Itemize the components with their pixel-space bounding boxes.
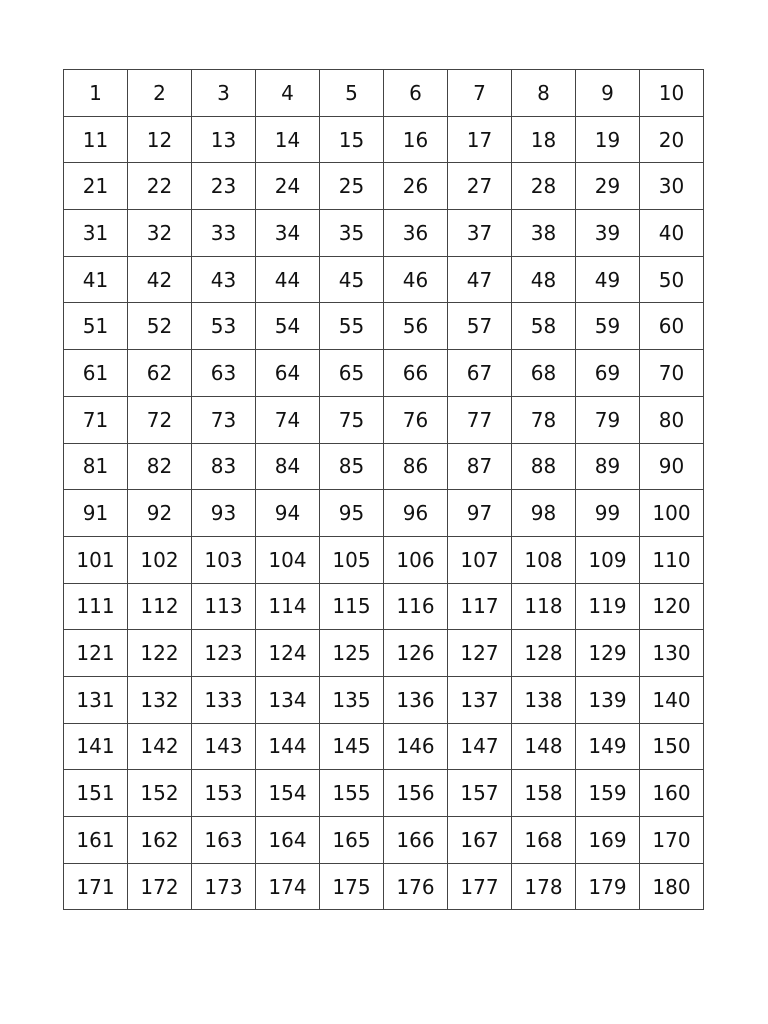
- grid-row: [64, 163, 704, 210]
- grid-cell: 74: [256, 396, 320, 443]
- grid-cell: 154: [256, 770, 320, 817]
- grid-cell: 115: [320, 583, 384, 630]
- grid-cell: 2: [128, 70, 192, 117]
- grid-cell: 41: [64, 256, 128, 303]
- grid-cell: 142: [128, 723, 192, 770]
- grid-cell: 42: [128, 256, 192, 303]
- grid-cell: 122: [128, 630, 192, 677]
- grid-cell: 110: [640, 536, 704, 583]
- grid-cell: 107: [448, 536, 512, 583]
- grid-row: [64, 396, 704, 443]
- grid-row: [64, 443, 704, 490]
- grid-cell: 112: [128, 583, 192, 630]
- grid-cell: 62: [128, 350, 192, 397]
- grid-cell: 72: [128, 396, 192, 443]
- grid-cell: 27: [448, 163, 512, 210]
- grid-cell: 96: [384, 490, 448, 537]
- grid-cell: 152: [128, 770, 192, 817]
- grid-cell: 98: [512, 490, 576, 537]
- grid-cell: 169: [576, 817, 640, 864]
- grid-cell: 168: [512, 817, 576, 864]
- grid-row: [64, 676, 704, 723]
- grid-cell: 71: [64, 396, 128, 443]
- grid-row: [64, 770, 704, 817]
- grid-cell: 16: [384, 116, 448, 163]
- grid-cell: 99: [576, 490, 640, 537]
- grid-row: [64, 210, 704, 257]
- grid-cell: 38: [512, 210, 576, 257]
- grid-cell: 34: [256, 210, 320, 257]
- grid-cell: 1: [64, 70, 128, 117]
- grid-cell: 116: [384, 583, 448, 630]
- grid-cell: 21: [64, 163, 128, 210]
- grid-cell: 12: [128, 116, 192, 163]
- grid-cell: 177: [448, 863, 512, 910]
- grid-cell: 123: [192, 630, 256, 677]
- grid-cell: 175: [320, 863, 384, 910]
- grid-cell: 13: [192, 116, 256, 163]
- grid-cell: 145: [320, 723, 384, 770]
- grid-cell: 85: [320, 443, 384, 490]
- grid-cell: 26: [384, 163, 448, 210]
- grid-cell: 61: [64, 350, 128, 397]
- grid-cell: 143: [192, 723, 256, 770]
- grid-cell: 67: [448, 350, 512, 397]
- grid-cell: 140: [640, 676, 704, 723]
- grid-cell: 35: [320, 210, 384, 257]
- grid-cell: 151: [64, 770, 128, 817]
- grid-cell: 73: [192, 396, 256, 443]
- grid-cell: 82: [128, 443, 192, 490]
- grid-cell: 138: [512, 676, 576, 723]
- grid-cell: 49: [576, 256, 640, 303]
- grid-cell: 180: [640, 863, 704, 910]
- grid-cell: 162: [128, 817, 192, 864]
- grid-cell: 64: [256, 350, 320, 397]
- grid-row: [64, 256, 704, 303]
- grid-cell: 170: [640, 817, 704, 864]
- grid-cell: 127: [448, 630, 512, 677]
- grid-cell: 7: [448, 70, 512, 117]
- grid-cell: 120: [640, 583, 704, 630]
- grid-cell: 92: [128, 490, 192, 537]
- grid-cell: 53: [192, 303, 256, 350]
- grid-cell: 114: [256, 583, 320, 630]
- grid-cell: 78: [512, 396, 576, 443]
- grid-cell: 14: [256, 116, 320, 163]
- grid-cell: 117: [448, 583, 512, 630]
- grid-cell: 10: [640, 70, 704, 117]
- grid-cell: 8: [512, 70, 576, 117]
- grid-cell: 4: [256, 70, 320, 117]
- grid-cell: 40: [640, 210, 704, 257]
- grid-cell: 50: [640, 256, 704, 303]
- grid-cell: 161: [64, 817, 128, 864]
- grid-cell: 130: [640, 630, 704, 677]
- grid-cell: 158: [512, 770, 576, 817]
- grid-cell: 86: [384, 443, 448, 490]
- grid-cell: 179: [576, 863, 640, 910]
- number-grid-body: [64, 70, 704, 910]
- grid-cell: 149: [576, 723, 640, 770]
- grid-cell: 17: [448, 116, 512, 163]
- grid-row: [64, 536, 704, 583]
- grid-cell: 22: [128, 163, 192, 210]
- grid-cell: 90: [640, 443, 704, 490]
- grid-cell: 70: [640, 350, 704, 397]
- grid-cell: 63: [192, 350, 256, 397]
- grid-cell: 60: [640, 303, 704, 350]
- grid-cell: 167: [448, 817, 512, 864]
- grid-cell: 125: [320, 630, 384, 677]
- grid-cell: 121: [64, 630, 128, 677]
- grid-cell: 111: [64, 583, 128, 630]
- grid-cell: 166: [384, 817, 448, 864]
- grid-cell: 83: [192, 443, 256, 490]
- grid-row: [64, 630, 704, 677]
- grid-cell: 109: [576, 536, 640, 583]
- grid-cell: 9: [576, 70, 640, 117]
- grid-cell: 108: [512, 536, 576, 583]
- grid-cell: 174: [256, 863, 320, 910]
- grid-cell: 94: [256, 490, 320, 537]
- grid-cell: 3: [192, 70, 256, 117]
- grid-cell: 77: [448, 396, 512, 443]
- grid-cell: 101: [64, 536, 128, 583]
- grid-cell: 163: [192, 817, 256, 864]
- grid-cell: 89: [576, 443, 640, 490]
- grid-cell: 160: [640, 770, 704, 817]
- grid-cell: 103: [192, 536, 256, 583]
- grid-cell: 68: [512, 350, 576, 397]
- grid-cell: 18: [512, 116, 576, 163]
- grid-cell: 30: [640, 163, 704, 210]
- grid-cell: 128: [512, 630, 576, 677]
- grid-cell: 153: [192, 770, 256, 817]
- grid-row: [64, 817, 704, 864]
- grid-cell: 51: [64, 303, 128, 350]
- grid-row: [64, 723, 704, 770]
- grid-cell: 104: [256, 536, 320, 583]
- grid-cell: 135: [320, 676, 384, 723]
- grid-cell: 150: [640, 723, 704, 770]
- grid-cell: 131: [64, 676, 128, 723]
- grid-cell: 113: [192, 583, 256, 630]
- grid-cell: 20: [640, 116, 704, 163]
- grid-cell: 95: [320, 490, 384, 537]
- grid-cell: 146: [384, 723, 448, 770]
- grid-cell: 39: [576, 210, 640, 257]
- grid-cell: 173: [192, 863, 256, 910]
- grid-cell: 156: [384, 770, 448, 817]
- grid-cell: 106: [384, 536, 448, 583]
- grid-cell: 43: [192, 256, 256, 303]
- grid-cell: 178: [512, 863, 576, 910]
- grid-cell: 133: [192, 676, 256, 723]
- grid-cell: 36: [384, 210, 448, 257]
- grid-cell: 52: [128, 303, 192, 350]
- grid-cell: 28: [512, 163, 576, 210]
- grid-cell: 129: [576, 630, 640, 677]
- grid-cell: 134: [256, 676, 320, 723]
- grid-cell: 37: [448, 210, 512, 257]
- grid-cell: 141: [64, 723, 128, 770]
- grid-cell: 144: [256, 723, 320, 770]
- grid-row: [64, 70, 704, 117]
- grid-cell: 172: [128, 863, 192, 910]
- grid-cell: 136: [384, 676, 448, 723]
- grid-cell: 118: [512, 583, 576, 630]
- grid-cell: 15: [320, 116, 384, 163]
- grid-cell: 119: [576, 583, 640, 630]
- grid-cell: 102: [128, 536, 192, 583]
- grid-cell: 124: [256, 630, 320, 677]
- grid-cell: 157: [448, 770, 512, 817]
- grid-cell: 44: [256, 256, 320, 303]
- grid-cell: 79: [576, 396, 640, 443]
- grid-cell: 47: [448, 256, 512, 303]
- grid-cell: 164: [256, 817, 320, 864]
- grid-cell: 91: [64, 490, 128, 537]
- grid-cell: 24: [256, 163, 320, 210]
- grid-row: [64, 303, 704, 350]
- grid-cell: 147: [448, 723, 512, 770]
- grid-cell: 11: [64, 116, 128, 163]
- grid-cell: 57: [448, 303, 512, 350]
- grid-cell: 176: [384, 863, 448, 910]
- grid-cell: 80: [640, 396, 704, 443]
- grid-cell: 84: [256, 443, 320, 490]
- grid-cell: 87: [448, 443, 512, 490]
- grid-cell: 88: [512, 443, 576, 490]
- grid-cell: 171: [64, 863, 128, 910]
- grid-cell: 139: [576, 676, 640, 723]
- grid-cell: 55: [320, 303, 384, 350]
- grid-cell: 31: [64, 210, 128, 257]
- grid-cell: 159: [576, 770, 640, 817]
- grid-cell: 75: [320, 396, 384, 443]
- grid-cell: 23: [192, 163, 256, 210]
- grid-cell: 5: [320, 70, 384, 117]
- grid-cell: 97: [448, 490, 512, 537]
- grid-row: [64, 583, 704, 630]
- grid-cell: 54: [256, 303, 320, 350]
- grid-row: [64, 863, 704, 910]
- number-grid-table: [63, 69, 704, 910]
- grid-cell: 165: [320, 817, 384, 864]
- grid-cell: 59: [576, 303, 640, 350]
- grid-cell: 56: [384, 303, 448, 350]
- grid-cell: 6: [384, 70, 448, 117]
- grid-cell: 46: [384, 256, 448, 303]
- grid-cell: 48: [512, 256, 576, 303]
- grid-cell: 29: [576, 163, 640, 210]
- grid-cell: 58: [512, 303, 576, 350]
- grid-cell: 76: [384, 396, 448, 443]
- grid-cell: 100: [640, 490, 704, 537]
- grid-cell: 148: [512, 723, 576, 770]
- grid-row: [64, 490, 704, 537]
- grid-cell: 66: [384, 350, 448, 397]
- grid-cell: 137: [448, 676, 512, 723]
- grid-cell: 19: [576, 116, 640, 163]
- grid-cell: 25: [320, 163, 384, 210]
- grid-cell: 132: [128, 676, 192, 723]
- grid-cell: 155: [320, 770, 384, 817]
- grid-row: [64, 350, 704, 397]
- grid-cell: 81: [64, 443, 128, 490]
- grid-cell: 126: [384, 630, 448, 677]
- grid-cell: 32: [128, 210, 192, 257]
- grid-cell: 105: [320, 536, 384, 583]
- grid-row: [64, 116, 704, 163]
- grid-cell: 93: [192, 490, 256, 537]
- grid-cell: 45: [320, 256, 384, 303]
- grid-cell: 33: [192, 210, 256, 257]
- grid-cell: 69: [576, 350, 640, 397]
- grid-cell: 65: [320, 350, 384, 397]
